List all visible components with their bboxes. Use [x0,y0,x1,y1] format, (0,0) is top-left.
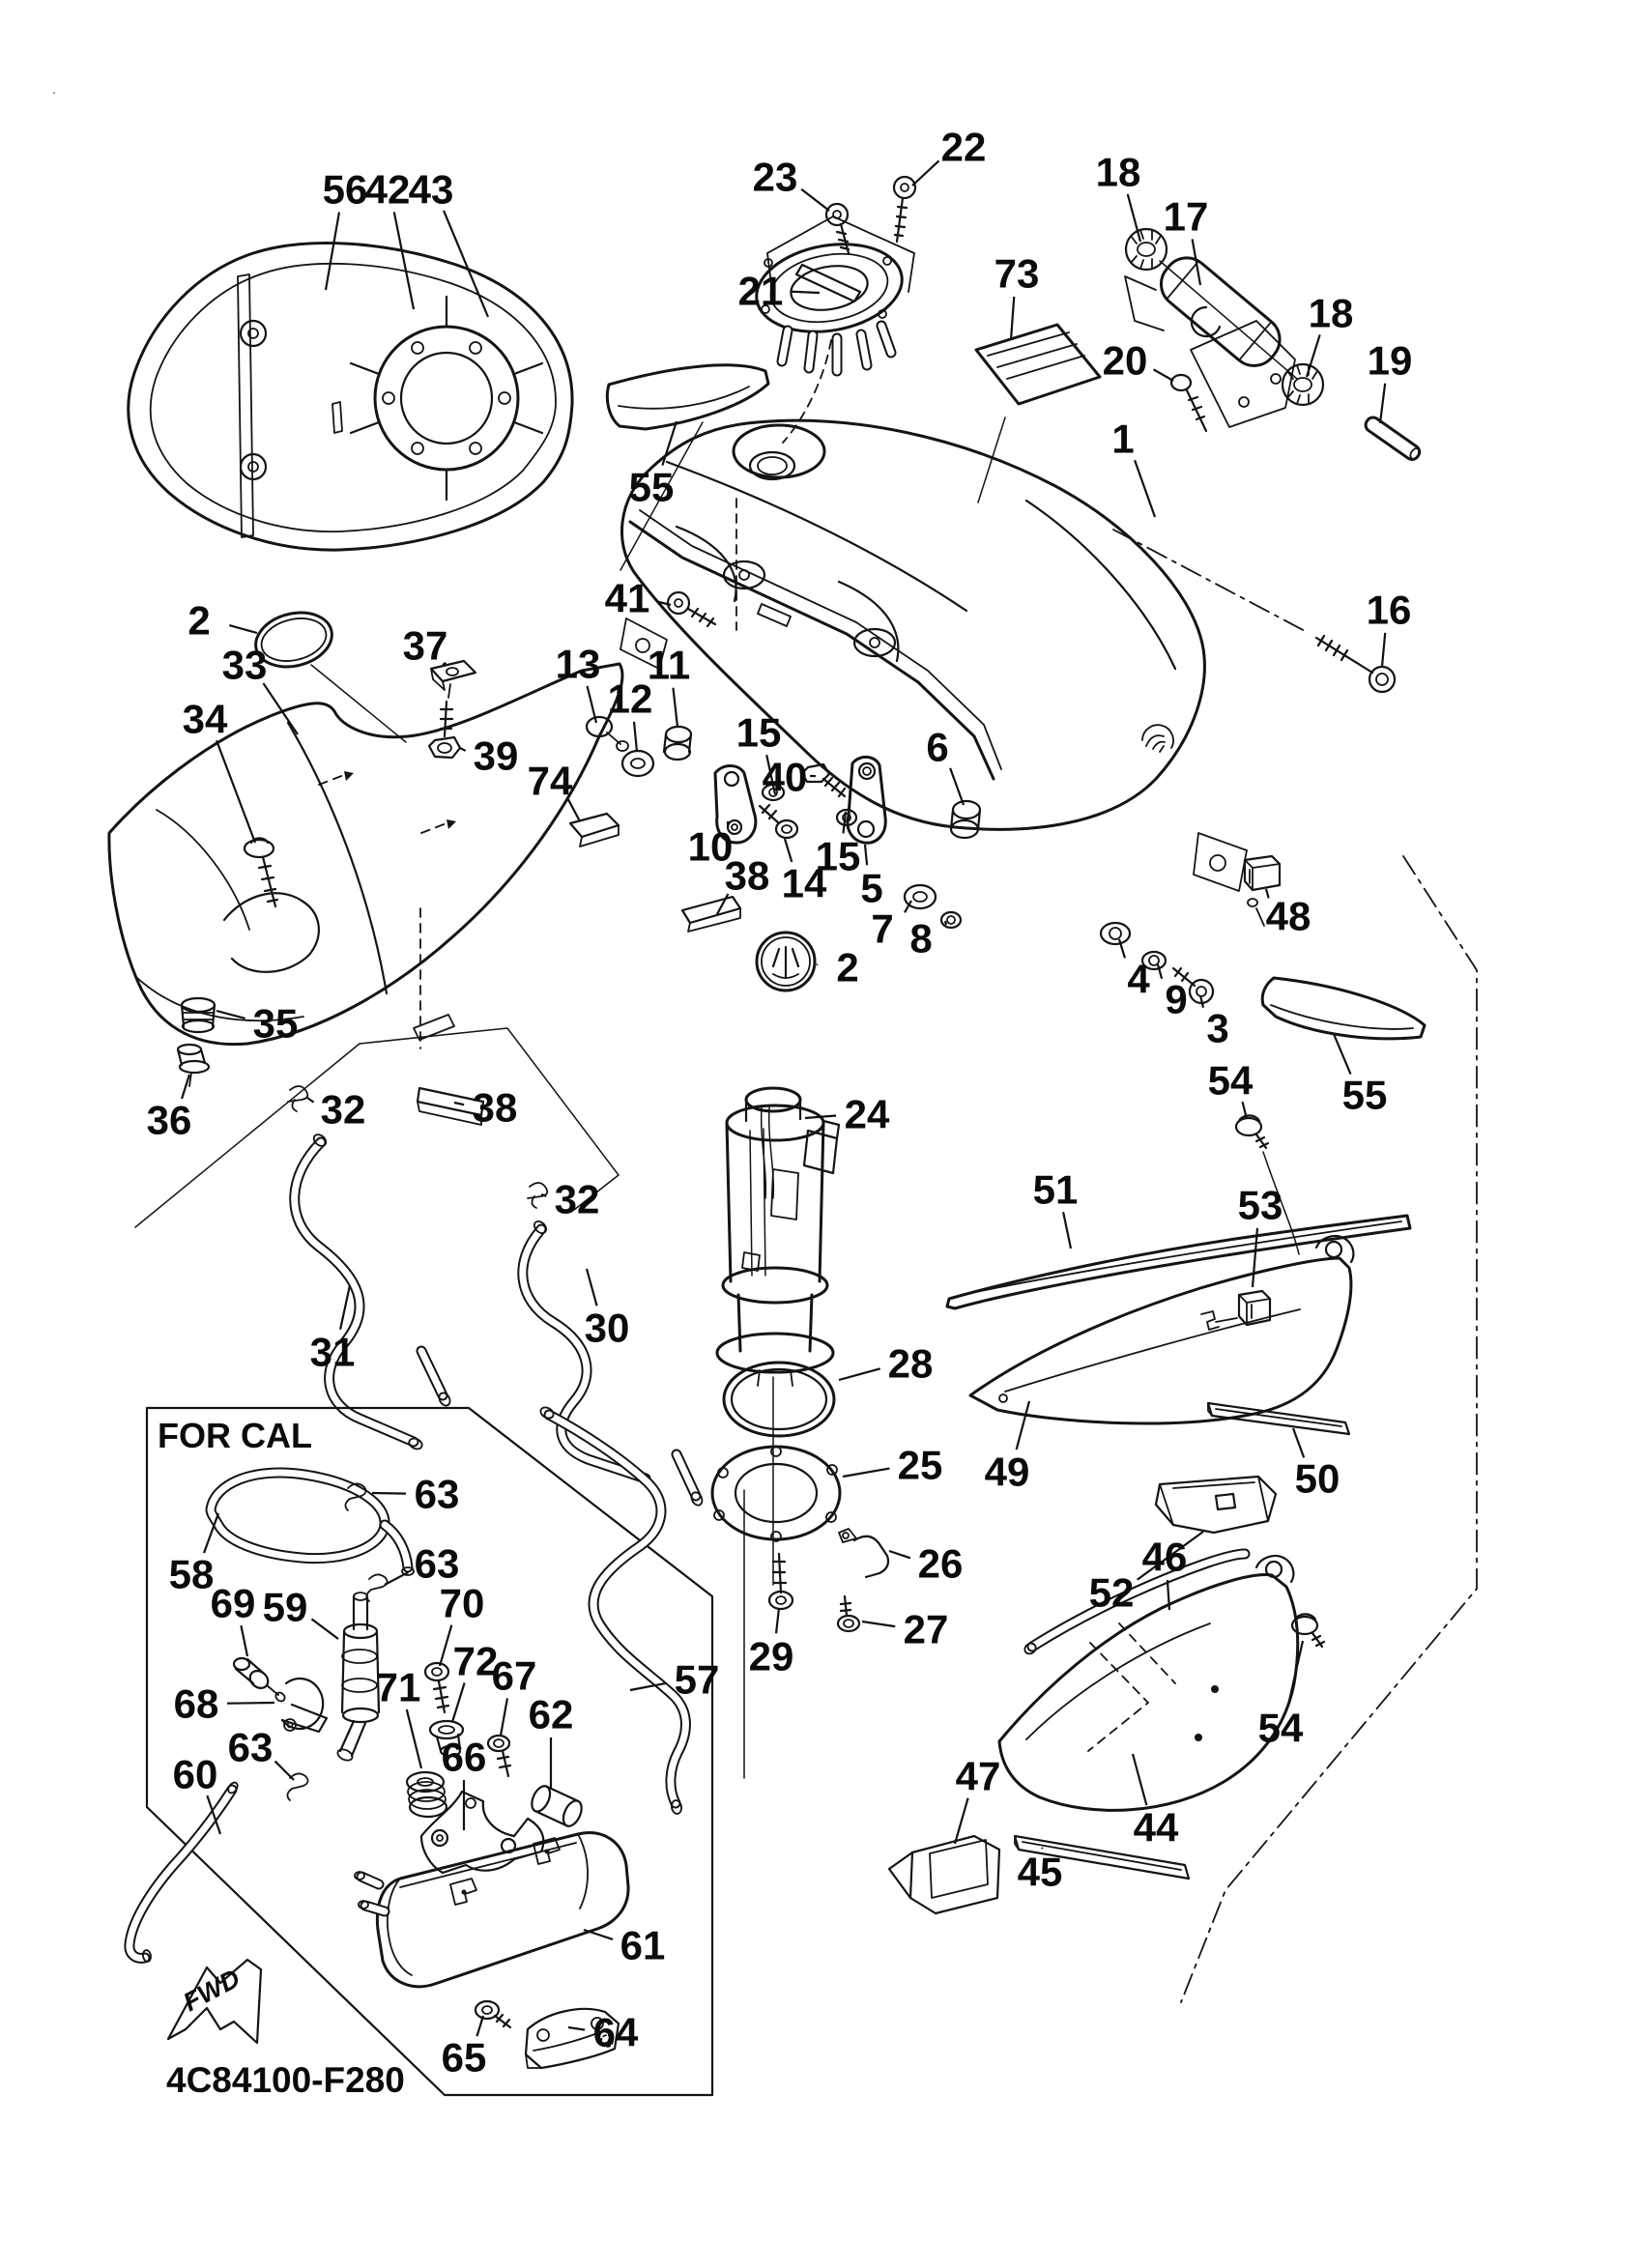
callout-number: 44 [1133,1804,1179,1851]
callout-number: 2 [187,597,211,644]
callout-number: 68 [173,1680,219,1727]
callout-leader-line [792,292,820,293]
callout-number: 64 [592,2009,639,2055]
callout-number: 54 [1207,1057,1254,1104]
callout-45-64 [1018,1848,1063,1895]
callout-number: 23 [752,154,798,200]
callout-number: 4 [1127,956,1150,1002]
callout-number: 25 [897,1442,943,1488]
callout-number: 9 [1165,976,1188,1022]
callout-number: 52 [1088,1569,1135,1616]
callout-number: 1 [1111,416,1135,462]
callout-number: 35 [252,1000,299,1047]
callout-number: 46 [1141,1534,1188,1580]
callout-number: 30 [584,1305,630,1351]
callout-number: 67 [491,1652,537,1699]
callout-number: 54 [1257,1705,1304,1751]
callout-number: 73 [994,250,1040,297]
diagram-line [462,1890,467,1895]
callout-number: 63 [414,1540,460,1587]
callout-number: 50 [1294,1455,1340,1502]
callout-number: 53 [1237,1182,1283,1228]
callout-number: 48 [1265,893,1312,939]
callout-number: 31 [309,1329,356,1375]
callout-number: 11 [647,642,691,688]
callout-number: 37 [402,622,448,669]
callout-number: 10 [687,823,734,870]
diagram-line [1211,1685,1219,1693]
callout-number: 40 [762,754,808,800]
callout-number: 3 [1206,1005,1229,1051]
callout-number: 49 [984,1449,1030,1495]
callout-number: 14 [781,860,827,906]
callout-number: 65 [441,2034,487,2081]
callout-number: 45 [1017,1849,1063,1895]
callout-number: 51 [1032,1166,1079,1213]
callout-number: 43 [408,166,454,213]
callout-48-36 [1266,889,1312,939]
callout-number: 39 [473,732,519,779]
callout-number: 18 [1308,290,1354,336]
callout-number: 57 [674,1656,720,1703]
callout-number: 61 [620,1922,666,1968]
callout-number: 28 [887,1340,934,1387]
callout-number: 59 [262,1584,308,1630]
callout-leader-line [372,1493,406,1494]
callout-number: 20 [1102,337,1148,384]
callout-number: 55 [1341,1072,1388,1118]
callout-number: 22 [940,124,987,170]
callout-number: 58 [168,1551,215,1597]
callout-number: 33 [221,642,268,688]
callout-number: 15 [735,709,782,756]
callout-leader-line [227,1703,274,1704]
callout-number: 27 [903,1606,949,1652]
callout-leader-line [945,921,946,925]
callout-number: 32 [320,1086,366,1133]
callout-number: 32 [554,1176,600,1222]
diagram-line [1195,1734,1202,1741]
callout-number: 36 [146,1097,192,1143]
callout-37-19 [403,623,448,669]
callout-number: 72 [452,1638,499,1684]
callout-number: 29 [748,1633,794,1679]
callout-number: 55 [628,464,675,510]
callout-number: 34 [182,696,228,742]
callout-number: 21 [737,268,784,314]
callout-number: 7 [871,905,894,952]
callout-number: 62 [528,1691,574,1737]
callout-number: 8 [909,915,933,962]
fwd-arrow-label: FWD [178,1963,245,2018]
callout-number: 12 [607,675,653,722]
for-cal-label: FOR CAL [158,1416,312,1455]
callout-number: 26 [917,1540,964,1587]
callout-number: 47 [955,1753,1001,1799]
callout-number: 18 [1095,149,1141,195]
diagram-line [545,1850,550,1854]
callout-number: 60 [172,1751,218,1797]
diagram-code: 4C84100-F280 [166,2060,405,2100]
callout-number: 2 [836,944,859,990]
callout-number: 6 [926,724,949,770]
callout-number: 5 [860,865,883,911]
callout-number: 69 [210,1580,256,1626]
callout-number: 63 [227,1724,274,1770]
callout-number: 38 [724,852,770,899]
callout-number: 74 [527,758,573,804]
callout-number: 13 [555,641,601,687]
callout-number: 17 [1163,193,1209,240]
callout-number: 16 [1366,587,1412,633]
callout-number: 42 [364,166,411,213]
callout-number: 38 [472,1084,518,1131]
callout-number: 70 [439,1580,485,1626]
callout-number: 19 [1367,337,1413,384]
callout-number: 56 [322,166,368,213]
callout-number: 66 [441,1734,487,1780]
callout-leader-line [817,964,818,965]
callout-number: 15 [815,833,861,879]
callout-number: 71 [375,1664,421,1710]
callout-number: 63 [414,1471,460,1517]
callout-number: 41 [604,575,650,621]
callout-number: 24 [844,1091,890,1137]
